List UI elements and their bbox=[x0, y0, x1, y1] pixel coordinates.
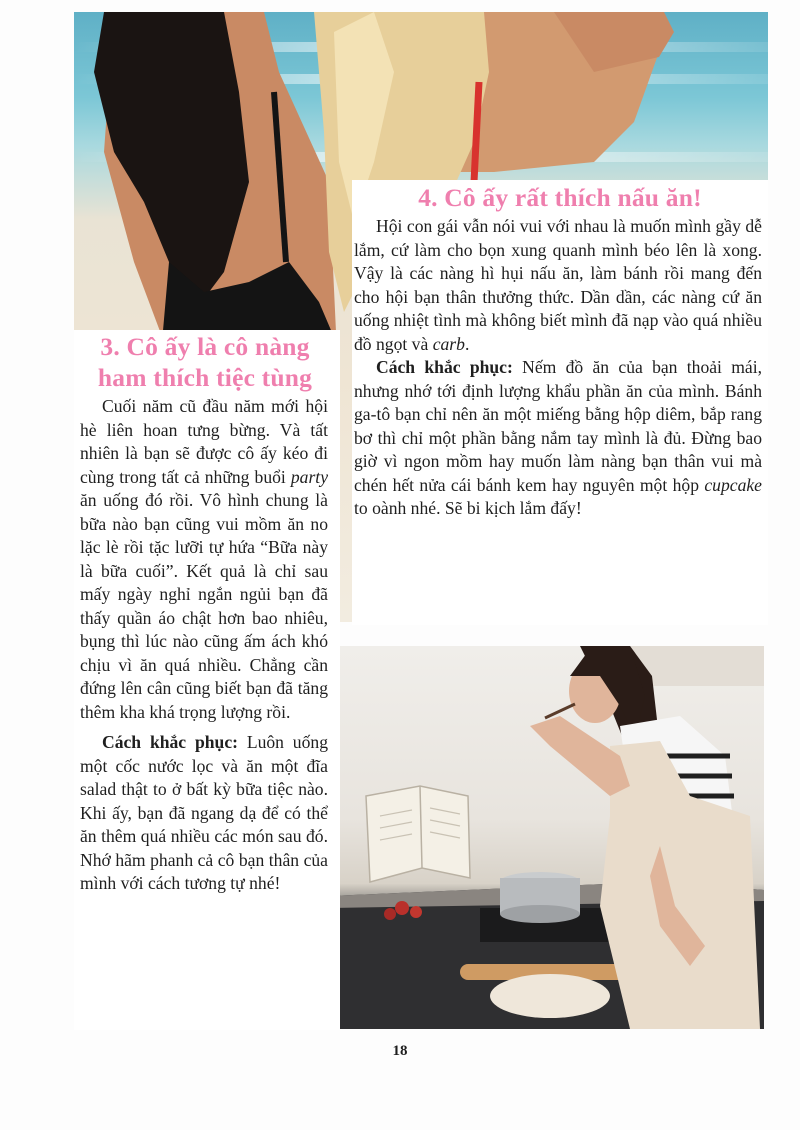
text-run: Cuối năm cũ đầu năm mới hội hè liên hoan tưng bừng. Và tất nhiên là bạn sẽ được cô ấy kéo đi cùng trong tất cả những buổi bbox=[80, 396, 328, 487]
section-4-fix-paragraph bbox=[354, 356, 762, 521]
section-3-heading-line2: ham thích tiệc tùng bbox=[97, 363, 313, 392]
fix-label: Cách khắc phục: bbox=[376, 357, 513, 377]
italic-term: carb bbox=[432, 333, 465, 354]
kitchen-cooking-photo bbox=[330, 646, 764, 1029]
italic-term: cupcake bbox=[704, 474, 762, 495]
page-number: 18 bbox=[392, 1043, 408, 1059]
kitchen-illustration bbox=[330, 646, 764, 1029]
section-3-heading bbox=[74, 331, 336, 393]
section-3-body bbox=[80, 395, 328, 896]
italic-term: party bbox=[290, 466, 328, 487]
text-run: to oành nhé. Sẽ bi kịch lắm đấy! bbox=[354, 498, 582, 518]
text-run: Nếm đồ ăn của bạn thoải mái, nhưng nhớ tới định lượng khẩu phần ăn của mình. Bánh ga-tô bạn chỉ nên ăn một miếng bằng hộp diêm, bắp rang bơ thì chỉ một phần bằng nắm tay mình là đủ. Đừng bao giờ vì ngon mồm hay muốn làm nàng bạn thân vui mà chén hết nửa cái bánh kem hay nguyên một hộp bbox=[354, 357, 762, 495]
text-run: Luôn uống một cốc nước lọc và ăn một đĩa salad thật to ở bất kỳ bữa tiệc nào. Khi ấy, bạn đã ngang dạ để có thể ăn thêm quá nhiều các món sau đó. Nhớ hãm phanh cả cô bạn thân của mình với cách tương tự nhé! bbox=[80, 732, 328, 893]
text-run: Hội con gái vẫn nói vui với nhau là muốn mình gầy dễ lắm, cứ làm cho bọn xung quanh mình béo lên là xong. Vậy là các nàng hì hụi nấu ăn, làm bánh rồi mang đến cho hội bạn thân thưởng thức. Dần dần, các nàng cứ ăn uống nhiệt tình mà không biết mình đã nạp vào quá nhiều đồ ngọt và bbox=[354, 216, 762, 354]
text-run: ăn uống đó rồi. Vô hình chung là bữa nào bạn cũng vui mồm ăn no lặc lè rồi tặc lưỡi tự hứa “Bữa này là bữa cuối”. Kết quả là chỉ sau mấy ngày nghỉ ngắn ngủi bạn đã thấy quần áo chật hơn bao nhiêu, bụng thì lúc nào cũng ấm ách khó chịu vì ăn quá nhiều. Chẳng cần đứng lên cân cũng biết bạn đã tăng thêm kha khá trọng lượng rồi. bbox=[80, 490, 328, 722]
section-4-body bbox=[354, 215, 762, 521]
section-4-paragraph bbox=[354, 215, 762, 356]
section-3-fix-paragraph bbox=[80, 731, 328, 896]
section-3-paragraph bbox=[80, 395, 328, 724]
section-3-heading-line1: 3. Cô ấy là cô nàng bbox=[100, 332, 310, 361]
fix-label: Cách khắc phục: bbox=[102, 732, 238, 752]
text-run: . bbox=[464, 333, 470, 354]
section-4-heading: 4. Cô ấy rất thích nấu ăn! bbox=[418, 183, 702, 212]
